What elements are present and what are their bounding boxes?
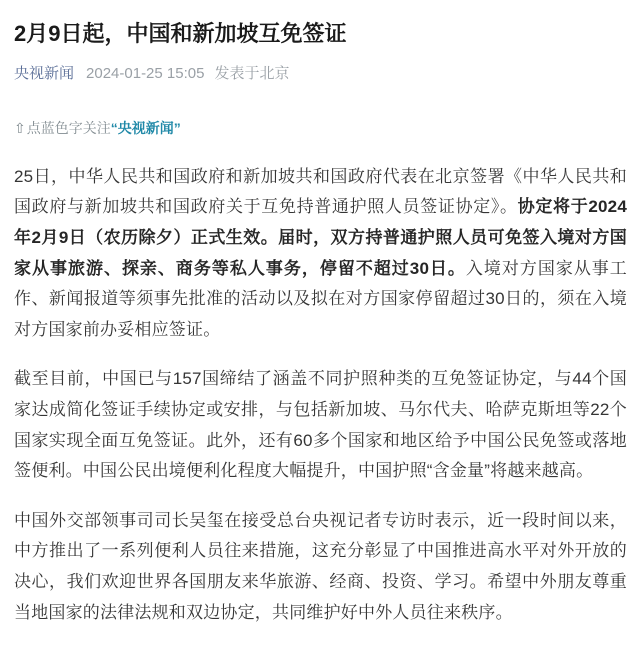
byline-source-link[interactable]: 央视新闻 bbox=[14, 64, 75, 82]
byline bbox=[14, 63, 627, 84]
article-body bbox=[14, 162, 627, 628]
up-arrow-icon: ⇧ bbox=[14, 119, 26, 136]
paragraph bbox=[14, 364, 627, 486]
byline-location: 发表于北京 bbox=[214, 64, 290, 82]
article-title: 2月9日起，中国和新加坡互免签证 bbox=[14, 21, 347, 46]
paragraph-text: 入境对方国家从事工作、新闻报道等须事先批准的活动以及拟在对方国家停留超过30日的，须在入境对方国家前办妥相应签证。 bbox=[14, 258, 627, 339]
paragraph-text-bold: 协定将于2024年2月9日（农历除夕）正式生效。届时，双方持普通护照人员可免签入境对方国家从事旅游、探亲、商务等私人事务，停留不超过30日。 bbox=[14, 197, 627, 278]
paragraph-text: 25日，中华人民共和国政府和新加坡共和国政府代表在北京签署《中华人民共和国政府与新加坡共和国政府关于互免持普通护照人员签证协定》。 bbox=[14, 166, 627, 217]
paragraph bbox=[14, 162, 627, 346]
byline-datetime: 2024-01-25 15:05 bbox=[86, 64, 205, 82]
follow-prompt-text: 点蓝色字关注 bbox=[26, 119, 111, 136]
paragraph bbox=[14, 506, 627, 628]
follow-account-link[interactable]: “央视新闻” bbox=[110, 119, 181, 136]
paragraph-text: 截至目前，中国已与157国缔结了涵盖不同护照种类的互免签证协定，与44个国家达成简化签证手续协定或安排，与包括新加坡、马尔代夫、哈萨克斯坦等22个国家实现全面互免签证。此外，还有60多个国家和地区给予中国公民免签或落地签便利。中国公民出境便利化程度大幅提升，中国护照“含金量”将越来越高。 bbox=[14, 369, 627, 481]
follow-prompt bbox=[14, 118, 627, 139]
paragraph-text: 中国外交部领事司司长吴玺在接受总台央视记者专访时表示，近一段时间以来，中方推出了一系列便利人员往来措施，这充分彰显了中国推进高水平对外开放的决心，我们欢迎世界各国朋友来华旅游、经商、投资、学习。希望中外朋友尊重当地国家的法律法规和双边协定，共同维护好中外人员往来秩序。 bbox=[14, 510, 627, 622]
